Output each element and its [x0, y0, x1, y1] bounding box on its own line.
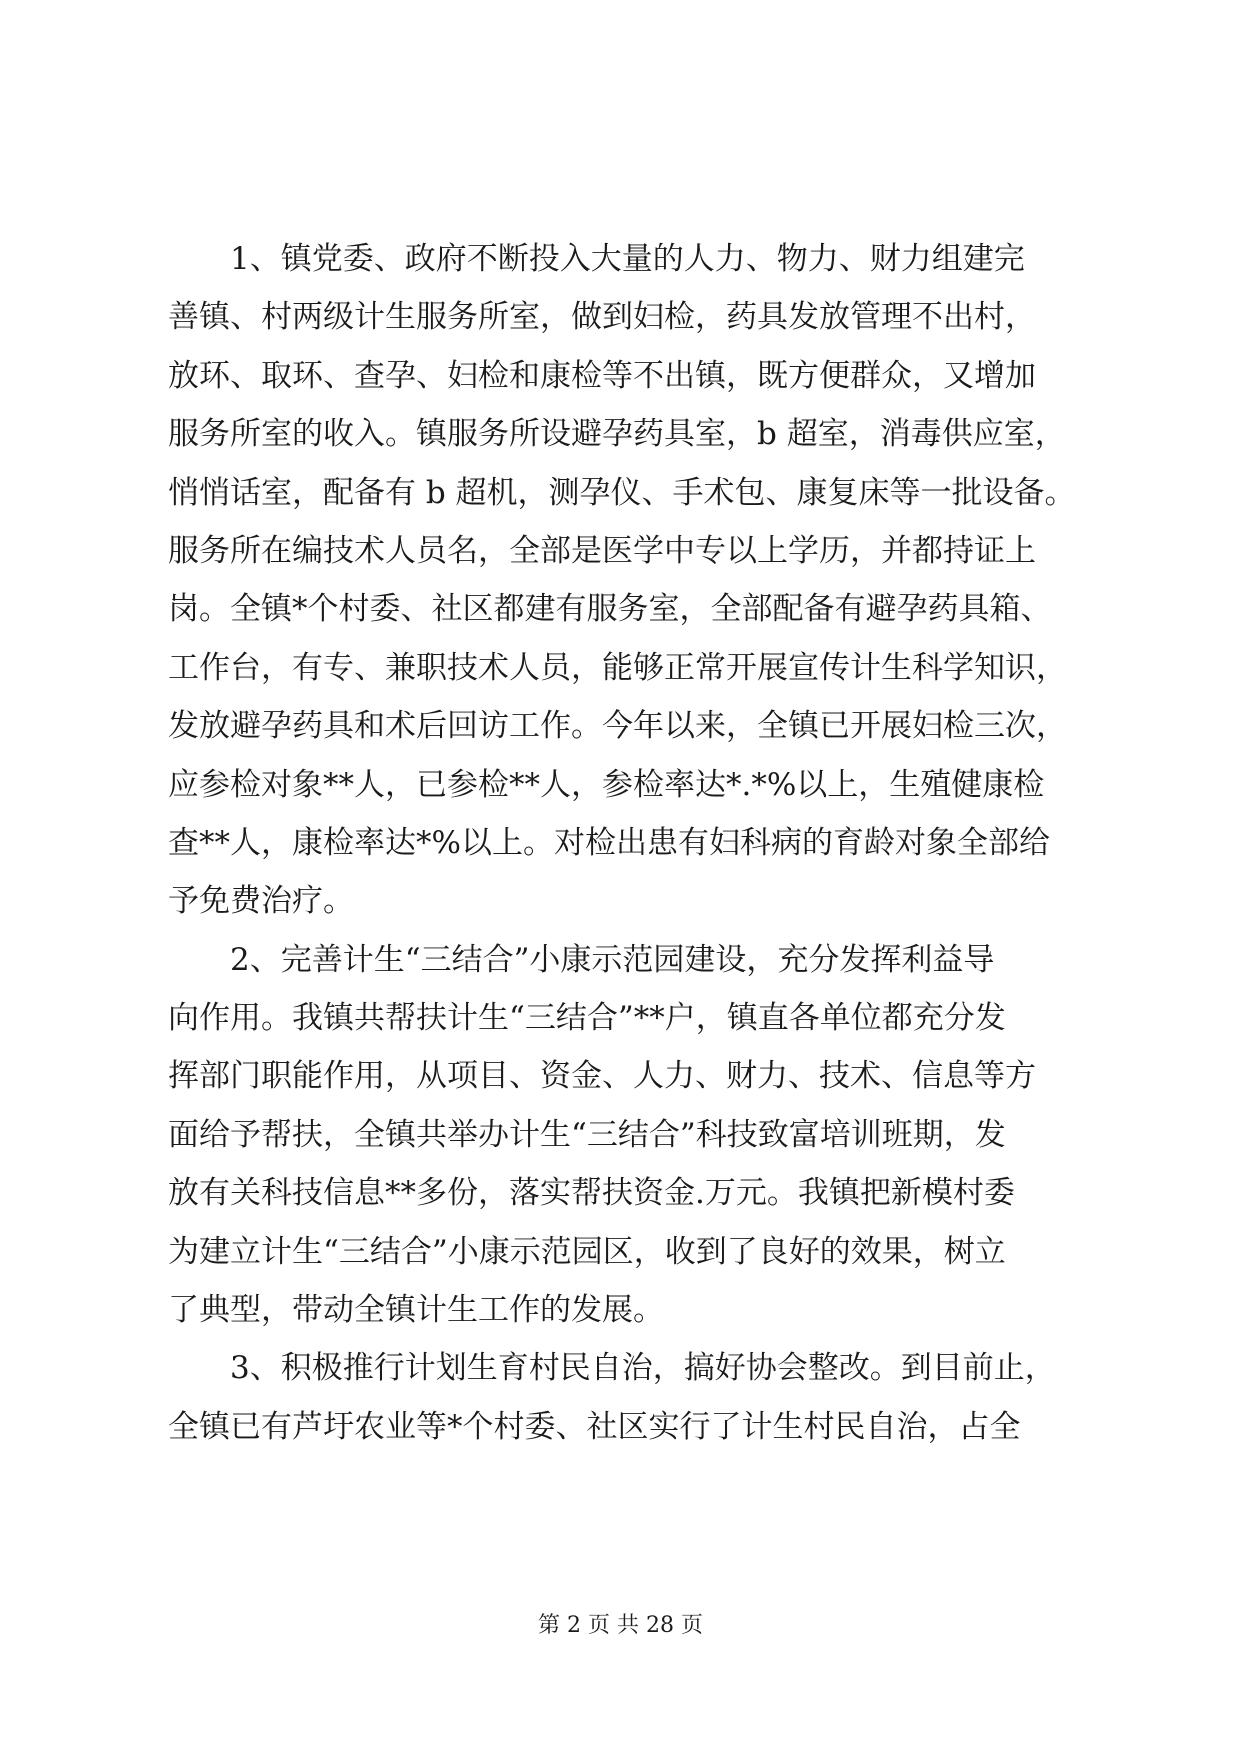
text-line: 1、镇党委、政府不断投入大量的人力、物力、财力组建完	[230, 241, 1025, 277]
text-line: 发放避孕药具和术后回访工作。今年以来，全镇已开展妇检三次，	[168, 708, 1067, 745]
text-line: 服务所在编技术人员名，全部是医学中专以上学历，并都持证上	[168, 532, 1036, 569]
text-line: 予免费治疗。	[168, 883, 354, 920]
text-line: 放有关科技信息**多份，落实帮扶资金.万元。我镇把新模村委	[168, 1175, 1015, 1212]
text-line: 应参检对象**人，已参检**人，参检率达*.*%以上，生殖健康检	[168, 766, 1045, 803]
text-line: 工作台，有专、兼职技术人员，能够正常开展宣传计生科学知识，	[168, 649, 1067, 686]
text-line: 查**人，康检率达*%以上。对检出患有妇科病的育龄对象全部给	[168, 824, 1050, 861]
document-body	[168, 230, 1084, 1456]
text-line: 面给予帮扶，全镇共举办计生“三结合”科技致富培训班期，发	[168, 1116, 1006, 1153]
text-line: 悄悄话室，配备有 b 超机，测孕仪、手术包、康复床等一批设备。	[168, 474, 1076, 511]
text-line: 为建立计生“三结合”小康示范园区，收到了良好的效果，树立	[168, 1233, 1006, 1270]
text-line: 3、积极推行计划生育村民自治，搞好协会整改。到目前止，	[230, 1350, 1056, 1387]
text-line: 岗。全镇*个村委、社区都建有服务室，全部配备有避孕药具箱、	[168, 591, 1052, 628]
text-line: 挥部门职能作用，从项目、资金、人力、财力、技术、信息等方	[168, 1058, 1036, 1095]
text-line: 了典型，带动全镇计生工作的发展。	[168, 1292, 664, 1329]
text-line: 放环、取环、查孕、妇检和康检等不出镇，既方便群众，又增加	[168, 357, 1036, 394]
text-line: 向作用。我镇共帮扶计生“三结合”**户，镇直各单位都充分发	[168, 1000, 1006, 1037]
text-line: 善镇、村两级计生服务所室，做到妇检，药具发放管理不出村，	[168, 299, 1036, 336]
page-number-footer: 第 2 页 共 28 页	[538, 1613, 703, 1638]
text-line: 全镇已有芦圩农业等*个村委、社区实行了计生村民自治，占全	[168, 1408, 1021, 1445]
text-line: 服务所室的收入。镇服务所设避孕药具室，b 超室，消毒供应室，	[168, 416, 1066, 453]
text-line: 2、完善计生“三结合”小康示范园建设，充分发挥利益导	[230, 941, 995, 978]
